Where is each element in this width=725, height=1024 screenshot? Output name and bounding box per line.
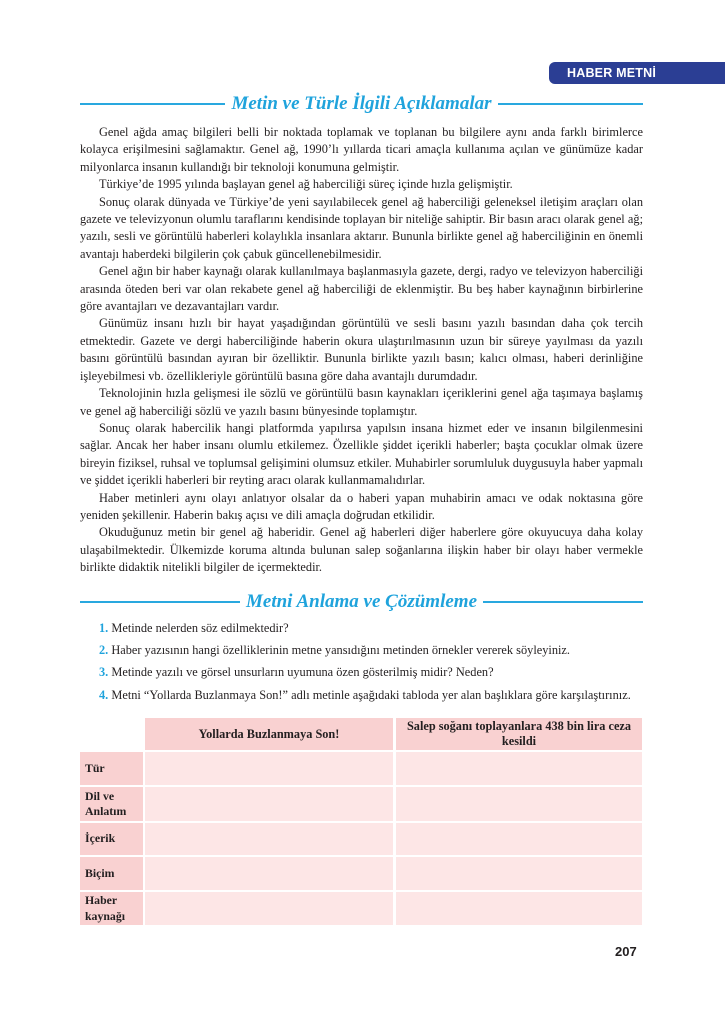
paragraph: Günümüz insanı hızlı bir hayat yaşadığından görüntülü ve sesli basını yazılı basından daha çok tercih etmektedir. Gazete ve dergi haberciliğinde haberin okura ulaştırılmasının uzun bir süreye yayılması da yazılı basını görüntülü basından ayıran bir özelliktir. Bununla birlikte yazılı basın; kalıcı olması, haberi derinliğine işleyebilmesi vb. özellikleriyle görüntülü basına göre daha avantajlı durumdadır. <box>80 316 643 383</box>
paragraph: Haber metinleri aynı olayı anlatıyor olsalar da o haberi yapan muhabirin amacı ve odak noktasına göre yeniden şekillenir. Haberin bakış açısı ve dili amaçla doğrudan etkilidir. <box>80 490 643 522</box>
table-header-col2: Salep soğanı toplayanlara 438 bin lira ceza kesildi <box>396 718 642 750</box>
paragraph: Sonuç olarak dünyada ve Türkiye’de yeni sayılabilecek genel ağ haberciliği geleneksel iletişim araçları olan gazete ve televizyonun olumlu taraflarını kendisinde toplayan bir niteliğe sahiptir. Bir basın aracı olarak genel ağ; yazılı, sesli ve görüntülü haberleri kolaylıkla insanlara aktarır. Bununla birlikte genel ağ haberciliğinin en önemli avantajı haberdeki bilgilerin çok çabuk güncellenebilmesidir. <box>80 194 643 261</box>
question-text: Haber yazısının hangi özelliklerinin metne yansıdığını metinden örnekler vererek söyleyiniz. <box>111 643 570 658</box>
table-cell[interactable] <box>145 892 393 925</box>
table-cell[interactable] <box>396 892 642 925</box>
question-item <box>80 642 643 659</box>
question-text: Metni “Yollarda Buzlanmaya Son!” adlı metinle aşağıdaki tabloda yer alan başlıklara göre karşılaştırınız. <box>111 687 631 702</box>
table-cell[interactable] <box>396 752 642 785</box>
heading-rule-right <box>483 601 643 603</box>
heading-rule-right <box>498 103 643 105</box>
paragraph: Teknolojinin hızla gelişmesi ile sözlü ve görüntülü basın kaynakları içeriklerini genel ağa taşımaya başlamış ve genel ağ haberciliği sözlü ve yazılı basını bünyesinde toplamıştır. <box>80 386 643 418</box>
question-text: Metinde yazılı ve görsel unsurların uyumuna özen gösterilmiş midir? Neden? <box>111 665 494 680</box>
table-cell[interactable] <box>145 752 393 785</box>
heading-rule-left <box>80 601 240 603</box>
paragraph: Okuduğunuz metin bir genel ağ haberidir. Genel ağ haberleri diğer haberlere göre okuyucuya daha kolay ulaşabilmektedir. Ülkemizde koruma altında bulunan salep soğanlarına ilişkin haber bir olayı haber vermekle birlikte didaktik nitelikli bilgiler de içermektedir. <box>80 525 643 575</box>
question-number: 3. <box>99 665 109 680</box>
row-label-dil-ve-anlatim: Dil ve Anlatım <box>80 787 143 821</box>
table-cell[interactable] <box>145 823 393 855</box>
heading-rule-left <box>80 103 225 105</box>
table-cell[interactable] <box>396 857 642 890</box>
section-title: Metni Anlama ve Çözümleme <box>246 591 477 612</box>
paragraph: Genel ağda amaç bilgileri belli bir noktada toplamak ve toplanan bu bilgilere aynı anda farklı birimlerce kolayca erişilmesini sağlamaktır. Genel ağ, 1990’lı yıllarda ticari amaçla kullanıma açılan ve günümüze kadar milyonlarca insanın kullandığı bir teknoloji konumuna gelmiştir. <box>80 125 643 174</box>
table-cell[interactable] <box>145 787 393 821</box>
question-text: Metinde nelerden söz edilmektedir? <box>111 621 289 635</box>
paragraph: Türkiye’de 1995 yılında başlayan genel ağ haberciliği süreç içinde hızla gelişmiştir. <box>99 177 513 192</box>
row-label-icerik: İçerik <box>80 823 143 855</box>
question-number: 2. <box>99 643 109 658</box>
table-cell[interactable] <box>396 787 642 821</box>
section-badge: HABER METNİ <box>549 62 725 84</box>
table-cell[interactable] <box>145 857 393 890</box>
body-text <box>80 124 643 577</box>
question-item <box>80 687 643 704</box>
page-number: 207 <box>615 944 637 959</box>
question-list <box>80 620 643 709</box>
row-label-bicim: Biçim <box>80 857 143 890</box>
question-number: 1. <box>99 621 109 635</box>
paragraph: Genel ağın bir haber kaynağı olarak kullanılmaya başlanmasıyla gazete, dergi, radyo ve televizyon haberciliği arasında öteden beri var olan rekabete genel ağ haberciliği de eklenmiştir. Bu beş haber kaynağının birbirlerine göre avantajları ve dezavantajları vardır. <box>80 264 643 314</box>
question-item <box>80 620 643 637</box>
section-heading-explanations <box>80 91 643 117</box>
question-item <box>80 664 643 681</box>
row-label-haber-kaynagi: Haber kaynağı <box>80 892 143 925</box>
section-title: Metin ve Türle İlgili Açıklamalar <box>231 93 492 114</box>
section-heading-comprehension <box>80 589 643 615</box>
row-label-tur: Tür <box>80 752 143 785</box>
question-number: 4. <box>99 687 109 702</box>
table-header-col1: Yollarda Buzlanmaya Son! <box>145 718 393 750</box>
table-cell[interactable] <box>396 823 642 855</box>
paragraph: Sonuç olarak habercilik hangi platformda yapılırsa yapılsın insana hizmet eder ve insanın bilgilenmesini sağlar. Ancak her haber insanı olumlu etkilemez. Özellikle şiddet içerikli haberler; başta çocuklar olmak üzere bireyin fiziksel, ruhsal ve toplumsal gelişimini olumsuz etkiler. Muhabirler sorumluluk duygusuyla haber yapmalı ve şiddet içerikli haberleri bir reyting aracı olarak kullanmamalıdırlar. <box>80 420 643 488</box>
